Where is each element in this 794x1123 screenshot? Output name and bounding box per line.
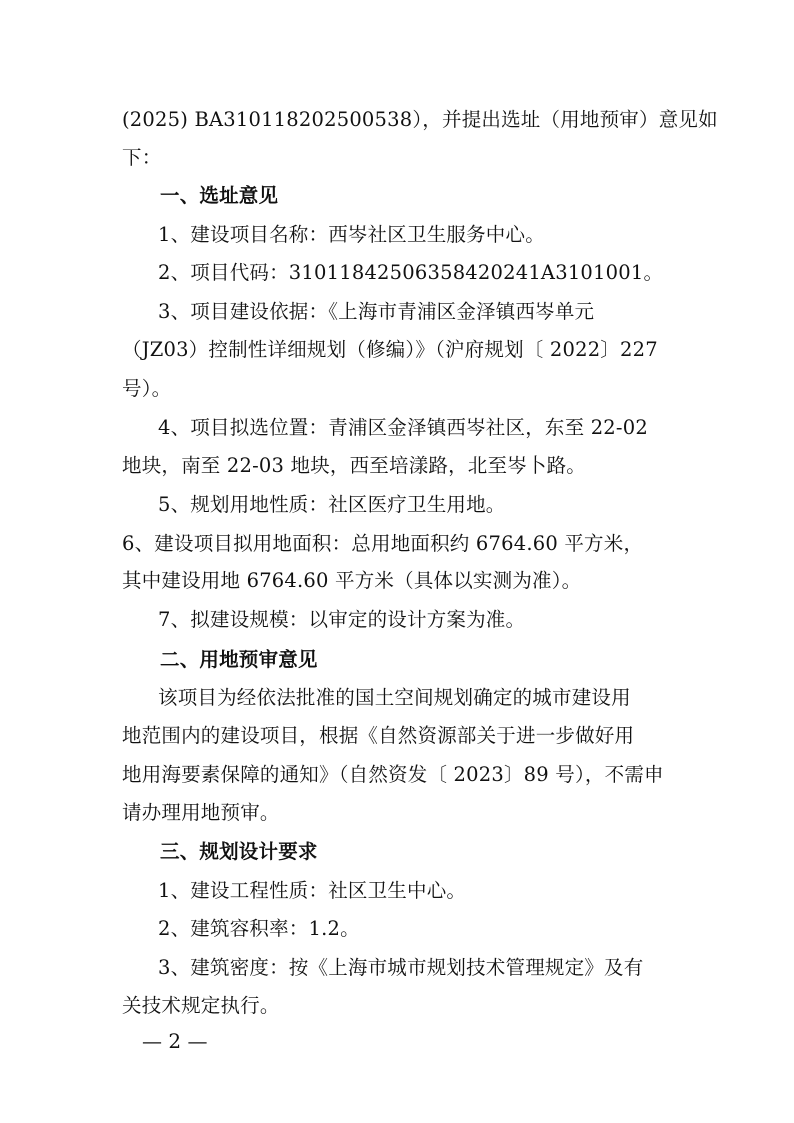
paragraph-line-intro: (2025) BA310118202500538），并提出选址（用地预审）意见如	[122, 108, 718, 131]
item-location: 4、项目拟选位置：青浦区金泽镇西岑社区，东至 22-02	[158, 416, 648, 439]
item-land-area: 6、建设项目拟用地面积：总用地面积约 6764.60 平方米，	[122, 532, 644, 555]
preapproval-paragraph-line-1: 该项目为经依法批准的国土空间规划确定的城市建设用	[158, 686, 631, 709]
item-land-use: 5、规划用地性质：社区医疗卫生用地。	[158, 493, 506, 516]
item-project-basis: 3、项目建设依据：《上海市青浦区金泽镇西岑单元	[158, 300, 595, 323]
item-project-code: 2、项目代码：31011842506358420241A3101001。	[158, 261, 664, 284]
preapproval-paragraph-line-4: 请办理用地预审。	[122, 801, 280, 824]
item-project-basis-cont: （JZ03）控制性详细规划（修编）》（沪府规划〔 2022〕227	[122, 338, 658, 361]
preapproval-paragraph-line-3: 地用海要素保障的通知》（自然资发〔 2023〕89 号），不需申	[122, 763, 664, 786]
section-heading-land-preapproval: 二、用地预审意见	[160, 648, 318, 671]
section-heading-planning-requirements: 三、规划设计要求	[160, 840, 318, 863]
item-land-area-cont: 其中建设用地 6764.60 平方米（具体以实测为准）。	[122, 569, 582, 592]
section-heading-site-selection: 一、选址意见	[160, 184, 279, 207]
item-project-basis-end: 号）。	[122, 377, 172, 400]
preapproval-paragraph-line-2: 地范围内的建设项目，根据《自然资源部关于进一步做好用	[122, 724, 635, 747]
item-floor-area-ratio: 2、建筑容积率：1.2。	[158, 917, 360, 940]
paragraph-line-intro-cont: 下：	[122, 146, 162, 169]
item-construction-scale: 7、拟建设规模：以审定的设计方案为准。	[158, 608, 526, 631]
item-engineering-nature: 1、建设工程性质：社区卫生中心。	[158, 879, 467, 902]
page-number: — 2 —	[142, 1029, 208, 1053]
item-building-density-cont: 关技术规定执行。	[122, 994, 280, 1017]
item-building-density: 3、建筑密度：按《上海市城市规划技术管理规定》及有	[158, 956, 644, 979]
item-location-cont: 地块，南至 22-03 地块，西至培漾路，北至岑卜路。	[122, 454, 587, 477]
item-project-name: 1、建设项目名称：西岑社区卫生服务中心。	[158, 223, 545, 246]
